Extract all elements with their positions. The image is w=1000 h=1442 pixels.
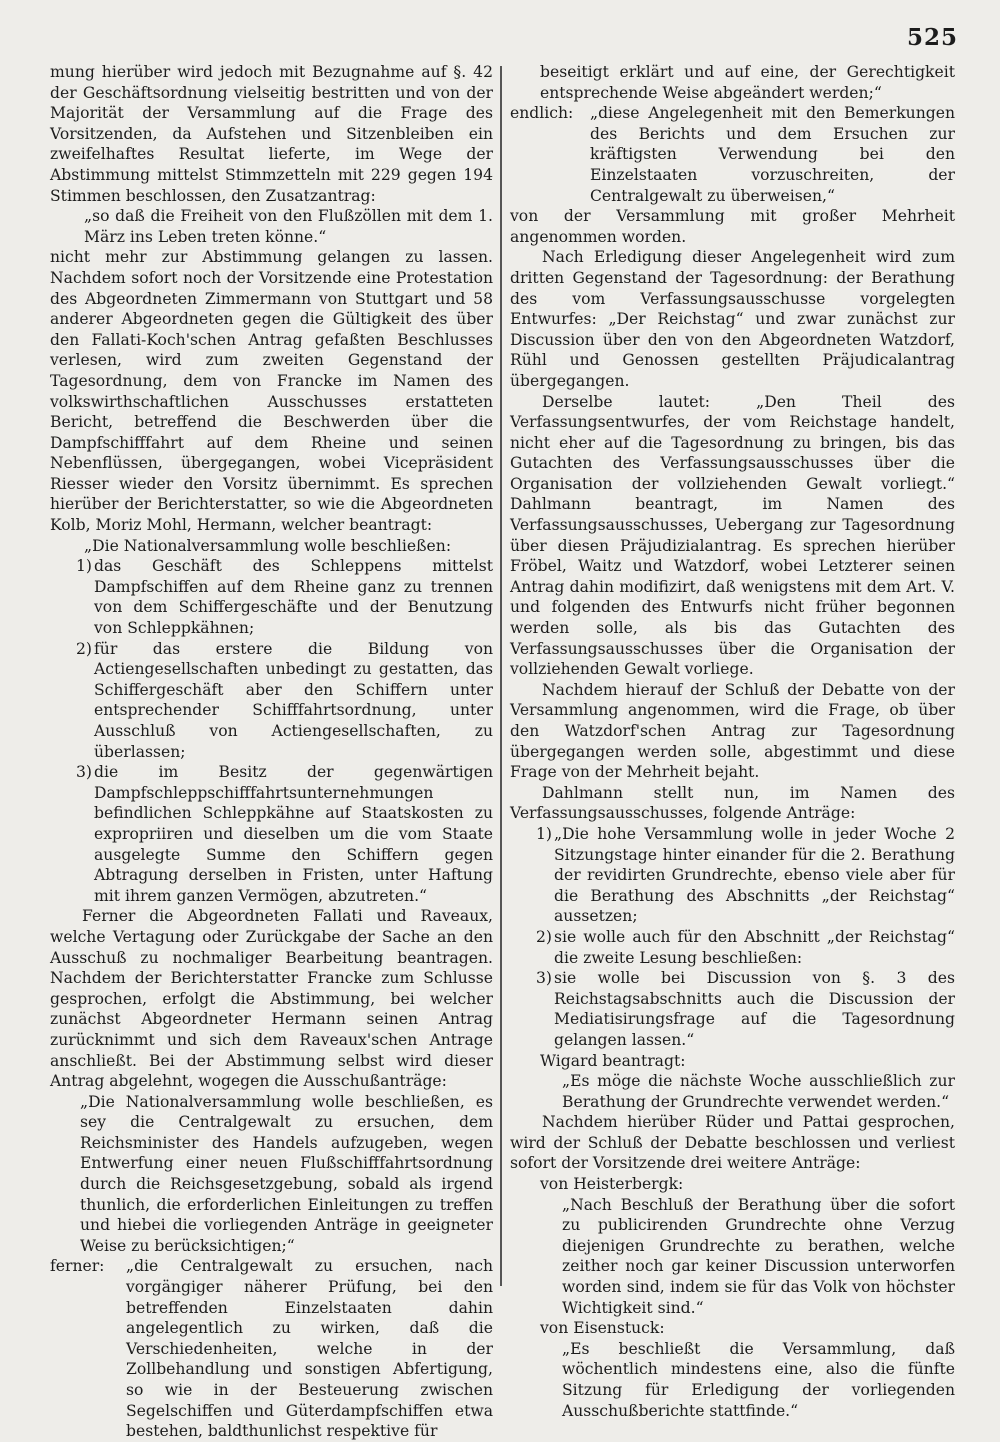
column-divider: [500, 66, 502, 1286]
numbered-item: [50, 639, 493, 763]
paragraph: Nachdem hierüber Rüder und Pattai gesprochen, wird der Schluß der Debatte beschlossen und verliest sofort der Vorsitzende drei weitere Anträge:: [510, 1113, 955, 1173]
item-number: 2): [536, 927, 553, 946]
quote-intro: „Die Nationalversammlung wolle beschließen:: [84, 536, 452, 555]
item-number: 1): [76, 557, 93, 576]
label: endlich:: [510, 104, 574, 123]
quote-continuation: beseitigt erklärt und auf eine, der Gerechtigkeit entsprechende Weise abgeändert werden;“: [540, 63, 955, 102]
item-number: 3): [76, 763, 93, 782]
paragraph: nicht mehr zur Abstimmung gelangen zu lassen. Nachdem sofort noch der Vorsitzende eine Protestation des Abgeordneten Zimmermann von Stuttgart und 58 anderer Abgeordneten gegen die Gültigkeit des über den Fallati-Koch'schen Antrag gefaßten Beschlusses verlesen, wird zum zweiten Gegenstand der Tagesordnung, dem von Francke im Namen des volkswirthschaftlichen Ausschusses erstatteten Bericht, betreffend die Beschwerden über die Dampfschifffahrt auf dem Rheine und seinen Nebenflüssen, übergegangen, wobei Vicepräsident Riesser wieder den Vorsitz übernimmt. Es sprechen hierüber der Berichterstatter, so wie die Abgeordneten Kolb, Moriz Mohl, Hermann, welcher beantragt:: [50, 248, 493, 535]
quote: „Es möge die nächste Woche ausschließlich zur Berathung der Grundrechte verwendet werden.“: [562, 1072, 955, 1111]
paragraph: Wigard beantragt:: [540, 1051, 686, 1070]
quote-text: „diese Angelegenheit mit den Bemerkungen des Berichts und dem Ersuchen zur kräftigsten Verwendung bei den Einzelstaaten vorzuschreiten, der Centralgewalt zu überweisen,“: [590, 104, 955, 205]
proposal-author: von Eisenstuck:: [540, 1319, 665, 1338]
numbered-item: [510, 927, 955, 968]
item-text: das Geschäft des Schleppens mittelst Dampfschiffen auf dem Rheine ganz zu trennen von dem Schiffergeschäfte und der Benutzung von Schleppkähnen;: [94, 557, 493, 638]
item-text: „Die hohe Versammlung wolle in jeder Woche 2 Sitzungstage hinter einander für die 2. Berathung der revidirten Grundrechte, ebenso viele aber für die Berathung des Abschnitts „der Reichstag“ aussetzen;: [554, 824, 955, 926]
label: ferner:: [50, 1257, 105, 1276]
left-column: [50, 62, 493, 1442]
item-text: die im Besitz der gegenwärtigen Dampfschleppschifffahrtsunternehmungen befindlichen Schleppkähne auf Staatskosten zu expropriiren und dieselben um die vom Staate ausgelegte Summe den Schiffern gegen Abtragung derselben in Fristen, unter Haftung mit ihrem ganzen Vermögen, abzutreten.“: [94, 763, 493, 905]
item-number: 1): [536, 824, 553, 843]
paragraph: Derselbe lautet: „Den Theil des Verfassungsentwurfes, der vom Reichstage handelt, nicht eher auf die Tagesordnung zu bringen, bis das Gutachten des Verfassungsausschusses über die Organisation der vollziehenden Gewalt vorliegt.“ Dahlmann beantragt, im Namen des Verfassungsausschusses, Uebergang zur Tagesordnung über diesen Präjudizialantrag. Es sprechen hierüber Fröbel, Waitz und Watzdorf, wobei Letzterer seinen Antrag dahin modifizirt, daß wenigstens mit dem Art. V. und folgenden des Entwurfs nicht früher begonnen werden solle, als bis das Gutachten des Verfassungsausschusses über die Organisation der vollziehenden Gewalt vorliege.: [510, 392, 955, 679]
numbered-item: [510, 824, 955, 927]
labeled-quote: [510, 103, 955, 206]
item-text: sie wolle auch für den Abschnitt „der Reichstag“ die zweite Lesung beschließen:: [554, 927, 955, 967]
item-number: 2): [76, 639, 93, 658]
numbered-item: [510, 968, 955, 1050]
numbered-item: [50, 762, 493, 906]
page-number: 525: [906, 24, 958, 51]
paragraph: Nach Erledigung dieser Angelegenheit wird zum dritten Gegenstand der Tagesordnung: der Berathung des vom Verfassungsausschusse vorgelegten Entwurfes: „Der Reichstag“ und zwar zunächst zur Discussion über den von den Abgeordneten Watzdorf, Rühl und Genossen gestellten Präjudicalantrag übergegangen.: [510, 248, 955, 390]
proposal-author: von Heisterbergk:: [540, 1175, 684, 1194]
paragraph: mung hierüber wird jedoch mit Bezugnahme auf §. 42 der Geschäftsordnung vielseitig bestritten und von der Majorität der Versammlung auf die Frage des Vorsitzenden, da Aufstehen und Sitzenbleiben ein zweifelhaftes Resultat lieferte, im Wege der Abstimmung mittelst Stimmzetteln mit 229 gegen 194 Stimmen beschlossen, den Zusatzantrag:: [50, 63, 493, 205]
numbered-item: [50, 556, 493, 638]
item-number: 3): [536, 969, 553, 988]
quote: „Es beschließt die Versammlung, daß wöchentlich mindestens eine, also die fünfte Sitzung für Erledigung der vorliegenden Ausschußberichte stattfinde.“: [562, 1339, 955, 1420]
item-text: sie wolle bei Discussion von §. 3 des Reichstagsabschnitts auch die Discussion der Mediatisirungsfrage auf die Tagesordnung gelangen lassen.“: [554, 969, 955, 1049]
paragraph: Nachdem hierauf der Schluß der Debatte von der Versammlung angenommen, wird die Frage, ob über den Watzdorf'schen Antrag zur Tagesordnung übergegangen werden solle, abgestimmt und diese Frage von der Mehrheit bejaht.: [510, 680, 955, 782]
paragraph: Ferner die Abgeordneten Fallati und Raveaux, welche Vertagung oder Zurückgabe der Sache an den Ausschuß zu nochmaliger Bearbeitung beantragen. Nachdem der Berichterstatter Francke zum Schlusse gesprochen, erfolgt die Abstimmung, bei welcher zunächst Abgeordneter Hermann seinen Antrag zurücknimmt und sich dem Raveaux'schen Antrage anschließt. Bei der Abstimmung selbst wird dieser Antrag abgelehnt, wogegen die Ausschußanträge:: [50, 907, 493, 1091]
item-text: für das erstere die Bildung von Actiengesellschaften unbedingt zu gestatten, das Schiffergeschäft aber den Schiffern unter entsprechender Schifffahrtsordnung, unter Ausschluß von Actiengesellschaften, zu überlassen;: [94, 639, 493, 761]
labeled-quote: [50, 1256, 493, 1441]
paragraph: von der Versammlung mit großer Mehrheit angenommen worden.: [510, 207, 955, 246]
quote-text: „die Centralgewalt zu ersuchen, nach vorgängiger näherer Prüfung, bei den betreffenden Einzelstaaten dahin angelegentlich zu wirken, daß die Verschiedenheiten, welche in der Zollbehandlung und sonstigen Abfertigung, so wie in der Besteuerung zwischen Segelschiffen und Güterdampfschiffen etwa bestehen, baldthunlichst respektive für: [126, 1257, 493, 1441]
quote: „so daß die Freiheit von den Flußzöllen mit dem 1. März ins Leben treten könne.“: [84, 207, 493, 246]
quote: „Nach Beschluß der Berathung über die sofort zu publicirenden Grundrechte ohne Verzug diejenigen Grundrechte zu berathen, welche zeither noch gar keiner Discussion unterworfen worden sind, indem sie für das Volk von höchster Wichtigkeit sind.“: [562, 1195, 955, 1317]
right-column: [510, 62, 955, 1421]
quote: „Die Nationalversammlung wolle beschließen, es sey die Centralgewalt zu ersuchen, dem Reichsminister des Handels aufzugeben, wegen Entwerfung einer neuen Flußschifffahrtsordnung durch die Reichsgesetzgebung, sobald als irgend thunlich, die erforderlichen Einleitungen zu treffen und hiebei die vorliegenden Anträge in geeigneter Weise zu berücksichtigen;“: [80, 1092, 493, 1255]
paragraph: Dahlmann stellt nun, im Namen des Verfassungsausschusses, folgende Anträge:: [510, 783, 955, 823]
